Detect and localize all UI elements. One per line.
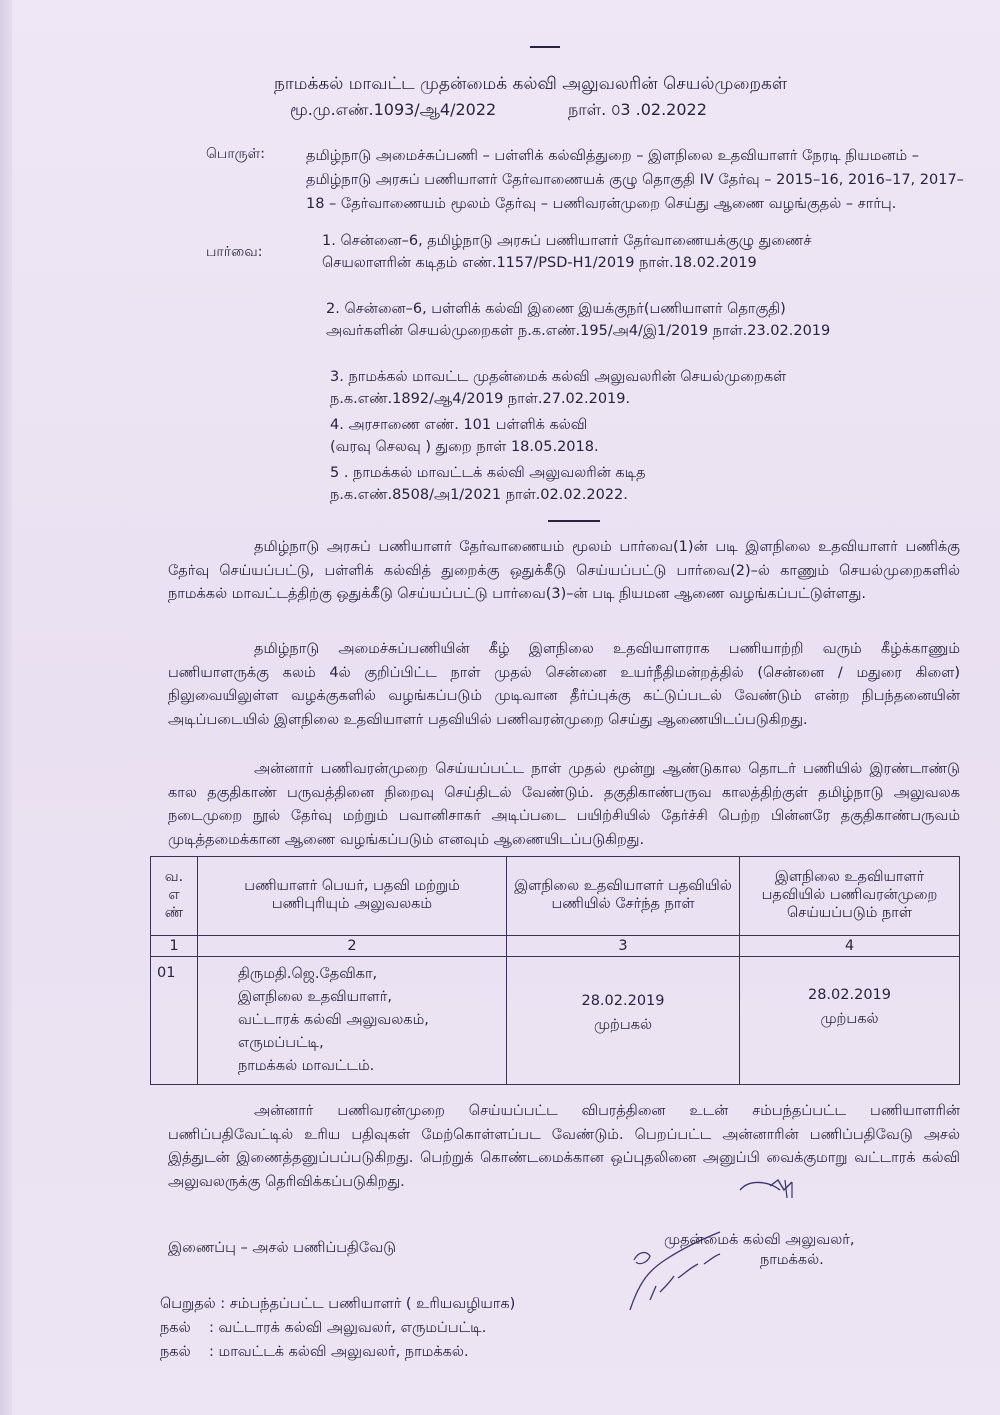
join-date: 28.02.2019 bbox=[581, 993, 665, 1009]
page-edge-shadow bbox=[0, 0, 12, 1415]
paragraph-3: அன்னார் பணிவரன்முறை செய்யப்பட்ட நாள் முதல் மூன்று ஆண்டுகால தொடர் பணியில் இரண்டாண்டு கால தகுதிகாண் பருவத்தினை நிறைவு செய்திடல் வேண்டும். தகுதிகாண்பருவ காலத்திற்குள் தமிழ்நாடு அலுவலக நடைமுறை நூல் தேர்வு மற்றும் பவானிசாகர் அடிப்படை பயிற்சியில் தேர்ச்சி பெற்ற பின்னரே தகுதிகாண்பருவம் முடித்தமைக்கான ஆணை வழங்கப்படும் எனவும் ஆணையிடப்படுகிறது. bbox=[168, 761, 960, 848]
table-colnum-1: 1 bbox=[151, 936, 198, 957]
references-label: பார்வை: bbox=[206, 244, 263, 260]
regularisation-date: 28.02.2019 bbox=[807, 987, 892, 1003]
reference-item-2: 2. சென்னை–6, பள்ளிக் கல்வி இணை இயக்குநர்(பணியாளர் தொகுதி) அவர்களின் செயல்முறைகள் ந.க.எண்.195/அ4/இ1/2019 நாள்.23.02.2019 bbox=[326, 301, 831, 339]
name-line: வட்டாரக் கல்வி அலுவலகம், bbox=[238, 1012, 429, 1028]
table-header-reg-date: இளநிலை உதவியாளர் பதவியில் பணிவரன்முறை செய்யப்படும் நாள் bbox=[740, 857, 960, 936]
paragraph-4: அன்னார் பணிவரன்முறை செய்யப்பட்ட விபரத்தினை உடன் சம்பந்தப்பட்ட பணியாளரின் பணிப்பதிவேட்டில் உரிய பதிவுகள் மேற்கொள்ளப்பட வேண்டும். பெறப்பட்ட அன்னாரின் பணிப்பதிவேடு அசல் இத்துடன் இணைத்தனுப்பப்படுகிறது. பெற்றுக் கொண்டமைக்கான ஒப்புதலினை அனுப்பி வைக்குமாறு வட்டாரக் கல்வி அலுவலருக்கு தெரிவிக்கப்படுகிறது. bbox=[168, 1103, 960, 1190]
table-header-row bbox=[151, 857, 960, 936]
reference-item-1: 1. சென்னை–6, தமிழ்நாடு அரசுப் பணியாளர் தேர்வாணையக்குழு துணைச் செயலாளரின் கடிதம் எண்.1157/PSD-H1/2019 நாள்.18.02.2019 bbox=[322, 233, 812, 271]
name-line: திருமதி.ஜெ.தேவிகா, bbox=[238, 966, 378, 982]
separator-line bbox=[548, 520, 600, 522]
paragraph-1: தமிழ்நாடு அரசுப் பணியாளர் தேர்வாணையம் மூலம் பார்வை(1)ன் படி இளநிலை உதவியாளர் பணிக்கு தேர்வு செய்யப்பட்டு, பள்ளிக் கல்வித் துறைக்கு ஒதுக்கீடு செய்யப்பட்டு பார்வை(2)–ல் காணும் செயல்முறைகளில் நாமக்கல் மாவட்டத்திற்கு ஒதுக்கீடு செய்யப்பட்டு பார்வை(3)–ன் படி நியமன ஆணை வழங்கப்பட்டுள்ளது. bbox=[168, 539, 960, 602]
copy-line-2: நகல் : மாவட்டக் கல்வி அலுவலர், நாமக்கல். bbox=[160, 1344, 469, 1360]
table-colnum-2: 2 bbox=[198, 936, 507, 957]
regularisation-session: முற்பகல் bbox=[820, 1011, 879, 1027]
top-rule bbox=[530, 46, 560, 48]
table-row bbox=[151, 957, 960, 1085]
document-date: நாள். ௦3 .02.2022 bbox=[568, 100, 707, 119]
table-cell-join-date bbox=[507, 957, 740, 1085]
table-header-join-date: இளநிலை உதவியாளர் பதவியில் பணியில் சேர்ந்த நாள் bbox=[507, 857, 740, 936]
table-header-sno: வ. எ ண் bbox=[151, 857, 198, 936]
signatory-title: முதன்மைக் கல்வி அலுவலர், bbox=[664, 1232, 855, 1248]
table-colnum-3: 3 bbox=[507, 936, 740, 957]
paragraph-2: தமிழ்நாடு அமைச்சுப்பணியின் கீழ் இளநிலை உதவியாளராக பணியாற்றி வரும் கீழ்க்காணும் பணியாளருக்கு கலம் 4ல் குறிப்பிட்ட நாள் முதல் சென்னை உயர்நீதிமன்றத்தில் (சென்னை / மதுரை கிளை) நிலுவையிலுள்ள வழக்குகளில் வழங்கப்படும் முடிவான தீர்ப்புக்கு கட்டுப்படல் வேண்டும் என்ற நிபந்தனையின் அடிப்படையில் இளநிலை உதவியாளர் பதவியில் பணிவரன்முறை செய்து ஆணையிடப்படுகிறது. bbox=[168, 641, 960, 728]
table-cell-name bbox=[198, 957, 507, 1085]
signatory-place: நாமக்கல். bbox=[760, 1252, 824, 1268]
recipient-line: பெறுதல் : சம்பந்தப்பட்ட பணியாளர் ( உரியவழியாக) bbox=[160, 1296, 516, 1312]
reference-item-3: 3. நாமக்கல் மாவட்ட முதன்மைக் கல்வி அலுவலரின் செயல்முறைகள் ந.க.எண்.1892/ஆ4/2019 நாள்.27.02.2019. bbox=[330, 369, 787, 407]
join-session: முற்பகல் bbox=[593, 1017, 653, 1033]
table-colnum-4: 4 bbox=[740, 936, 960, 957]
name-line: நாமக்கல் மாவட்டம். bbox=[238, 1058, 375, 1074]
name-line: எருமப்பட்டி, bbox=[238, 1035, 324, 1051]
copy-line-1: நகல் : வட்டாரக் கல்வி அலுவலர், எருமப்பட்டி. bbox=[160, 1320, 487, 1336]
enclosure-note: இணைப்பு – அசல் பணிப்பதிவேடு bbox=[168, 1240, 397, 1256]
table-cell-reg-date bbox=[740, 957, 960, 1085]
table-number-row bbox=[151, 936, 960, 957]
document-title: நாமக்கல் மாவட்ட முதன்மைக் கல்வி அலுவலரின் செயல்முறைகள் bbox=[274, 74, 788, 94]
subject-text: தமிழ்நாடு அமைச்சுப்பணி – பள்ளிக் கல்வித்துறை – இளநிலை உதவியாளர் நேரடி நியமனம் – தமிழ்நாடு அரசுப் பணியாளர் தேர்வாணையக் குழு தொகுதி IV தேர்வு – 2015–16, 2016–17, 2017–18 – தேர்வாணையம் மூலம் தேர்வு – பணிவரன்முறை செய்து ஆணை வழங்குதல் – சார்பு. bbox=[306, 148, 964, 212]
reference-item-5: 5 . நாமக்கல் மாவட்டக் கல்வி அலுவலரின் கடித ந.க.எண்.8508/அ1/2021 நாள்.02.02.2022. bbox=[330, 465, 646, 503]
table-header-name: பணியாளர் பெயர், பதவி மற்றும் பணிபுரியும் அலுவலகம் bbox=[198, 857, 507, 936]
reference-item-4: 4. அரசாணை எண். 101 பள்ளிக் கல்வி (வரவு செலவு ) துறை நாள் 18.05.2018. bbox=[330, 417, 599, 455]
name-line: இளநிலை உதவியாளர், bbox=[238, 989, 392, 1005]
reference-number: மூ.மு.எண்.1093/ஆ4/2022 bbox=[290, 100, 497, 119]
subject-label: பொருள்: bbox=[206, 146, 265, 162]
table-cell-sno: 01 bbox=[151, 957, 198, 1085]
regularisation-table bbox=[150, 856, 960, 1085]
